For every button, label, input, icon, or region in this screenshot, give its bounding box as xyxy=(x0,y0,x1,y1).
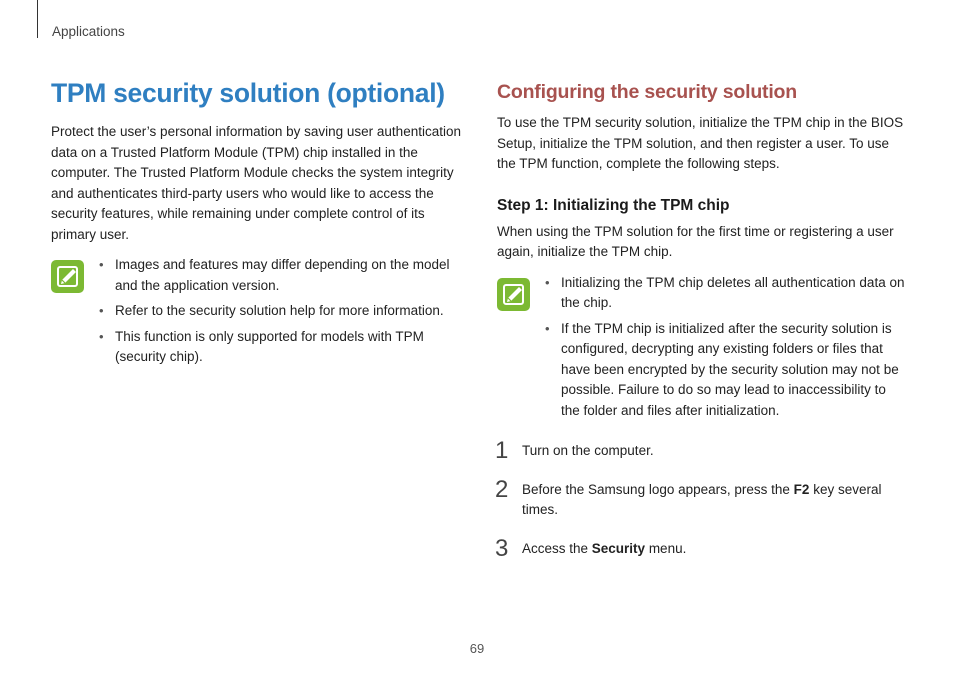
note-item: • If the TPM chip is initialized after the security solution is configured, decrypting any existing folders or files that have been encrypted by the security solution may not be possible. Failure to do so may lead to inaccessibility to the folder and files after initialization. xyxy=(545,320,899,418)
right-column xyxy=(497,81,907,577)
section-intro: To use the TPM security solution, initialize the TPM chip in the BIOS Setup, initialize the TPM solution, and then register a user. To use the TPM function, complete the following steps. xyxy=(497,115,904,171)
bullet: • xyxy=(99,328,104,344)
note-box xyxy=(497,273,907,422)
note-pencil-icon xyxy=(497,278,530,311)
note-item: • Refer to the security solution help for more information. xyxy=(115,301,461,322)
key-name: F2 xyxy=(793,481,810,497)
intro-paragraph: Protect the user’s personal information by saving user authentication data on a Trusted Platform Module (TPM) chip installed in the computer. The Trusted Platform Module checks the system integrity and authenticates third-party users who would like to access the security features, while remaining under complete control of its primary user. xyxy=(51,124,461,242)
note-box xyxy=(51,255,461,368)
note-pencil-icon xyxy=(51,260,84,293)
page-title: TPM security solution (optional) xyxy=(51,78,445,108)
left-column xyxy=(51,122,461,373)
step-heading: Step 1: Initializing the TPM chip xyxy=(497,196,730,214)
note-item: • Initializing the TPM chip deletes all authentication data on the chip. xyxy=(545,274,905,310)
note-item: • This function is only supported for models with TPM (security chip). xyxy=(99,328,424,364)
step-number: 3 xyxy=(495,534,509,562)
step-item: 2 Before the Samsung logo appears, press the F2 key several times. xyxy=(495,475,882,517)
note-list xyxy=(497,273,907,422)
step-number: 2 xyxy=(495,475,509,503)
step-item: 1 Turn on the computer. xyxy=(495,437,654,464)
bullet: • xyxy=(99,257,104,272)
note-list xyxy=(51,255,461,368)
step-list xyxy=(495,437,907,562)
step-item: 3 Access the Security menu. xyxy=(495,534,687,562)
menu-name: Security xyxy=(591,540,646,556)
bullet: • xyxy=(99,303,104,318)
section-label: Applications xyxy=(52,24,125,39)
step-intro: When using the TPM solution for the first time or registering a user again, initialize the TPM chip. xyxy=(497,223,894,259)
note-item: • Images and features may differ depending on the model and the application version. xyxy=(99,257,450,293)
page-number: 69 xyxy=(469,641,485,656)
bullet: • xyxy=(545,320,550,336)
bullet: • xyxy=(545,274,550,290)
step-number: 1 xyxy=(495,437,509,464)
margin-rule xyxy=(37,0,38,38)
section-heading: Configuring the security solution xyxy=(497,81,797,103)
